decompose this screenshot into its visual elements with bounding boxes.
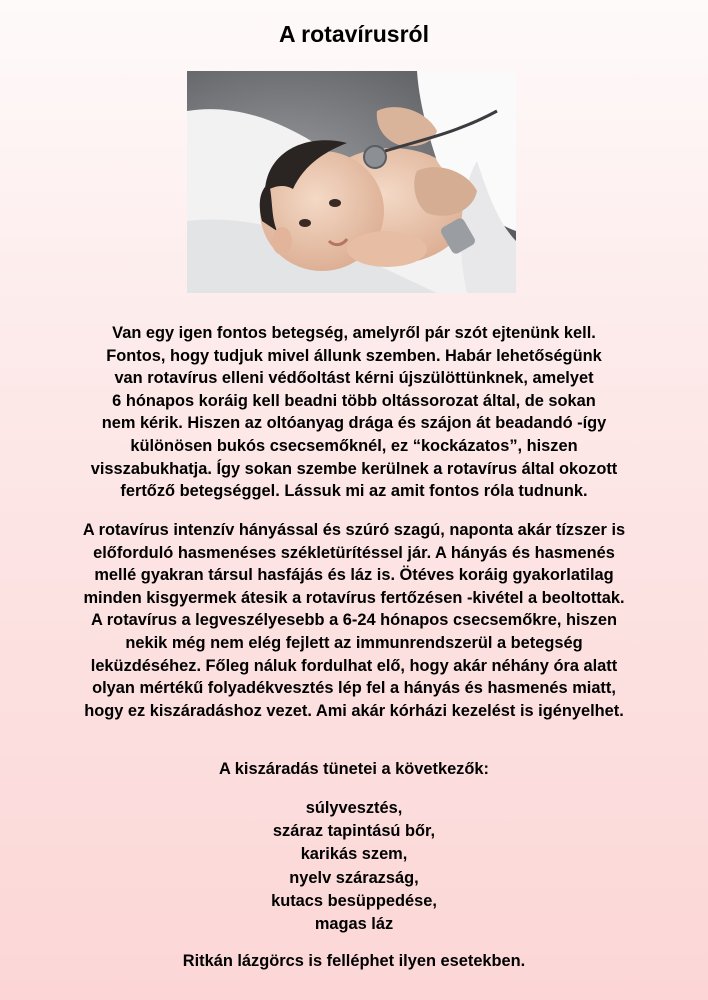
page-title: A rotavírusról: [279, 21, 429, 47]
text-line: van rotavírus elleni védőoltást kérni újszülöttünknek, amelyet: [114, 369, 594, 388]
text-line: A rotavírus intenzív hányással és szúró szagú, naponta akár tízszer is: [82, 521, 626, 539]
text-line: nem kérik. Hiszen az oltóanyag drága és szájon át beadandó -így: [101, 414, 607, 433]
text-line: Van egy igen fontos betegség, amelyről pár szót ejtenünk kell.: [112, 324, 596, 342]
closing-note: Ritkán lázgörcs is felléphet ilyen esetekben.: [182, 952, 526, 970]
text-line: olyan mértékű folyadékvesztés lép fel a hányás és hasmenés miatt,: [92, 679, 616, 698]
symptom-item: súlyvesztés,: [305, 799, 403, 817]
text-line: visszabukhatja. Így sokan szembe kerülnek a rotavírus által okozott: [90, 459, 618, 478]
text-line: nekik még nem elég fejlett az immunrendszerül a betegség: [125, 633, 583, 652]
text-line: különösen bukós csecsemőknél, ez “kockázatos”, hiszen: [130, 436, 578, 455]
text-line: minden kisgyermek átesik a rotavírus fertőzésen -kivétel a beoltottak.: [83, 588, 625, 607]
text-line: mellé gyakran társul hasfájás és láz is. Ötéves koráig gyakorlatilag: [94, 566, 614, 585]
description-paragraph: [0, 519, 708, 722]
text-line: 6 hónapos koráig kell beadni több oltássorozat által, de sokan: [112, 391, 596, 410]
symptoms-heading: A kiszáradás tünetei a következők:: [219, 760, 489, 778]
symptom-item: kutacs besüppedése,: [271, 891, 437, 910]
text-line: Fontos, hogy tudjuk mivel állunk szemben. Habár lehetőségünk: [106, 346, 602, 365]
symptom-item: nyelv szárazság,: [289, 868, 419, 887]
text-line: hogy ez kiszáradáshoz vezet. Ami akár kórházi kezelést is igényelhet.: [84, 701, 624, 720]
symptom-item: száraz tapintású bőr,: [272, 822, 436, 841]
text-line: A rotavírus a legveszélyesebb a 6-24 hónapos csecsemőkre, hiszen: [91, 611, 617, 630]
text-line: fertőző betegséggel. Lássuk mi az amit fontos róla tudnunk.: [120, 482, 588, 501]
symptom-item: magas láz: [314, 915, 394, 934]
symptoms-list: [0, 797, 708, 936]
intro-paragraph: [0, 322, 708, 503]
baby-stethoscope-photo: [187, 71, 516, 293]
symptom-item: karikás szem,: [300, 845, 408, 864]
text-line: leküzdéséhez. Főleg náluk fordulhat elő, hogy akár néhány óra alatt: [90, 656, 618, 675]
text-line: előforduló hasmenéses székletürítéssel jár. A hányás és hasmenés: [93, 543, 615, 562]
